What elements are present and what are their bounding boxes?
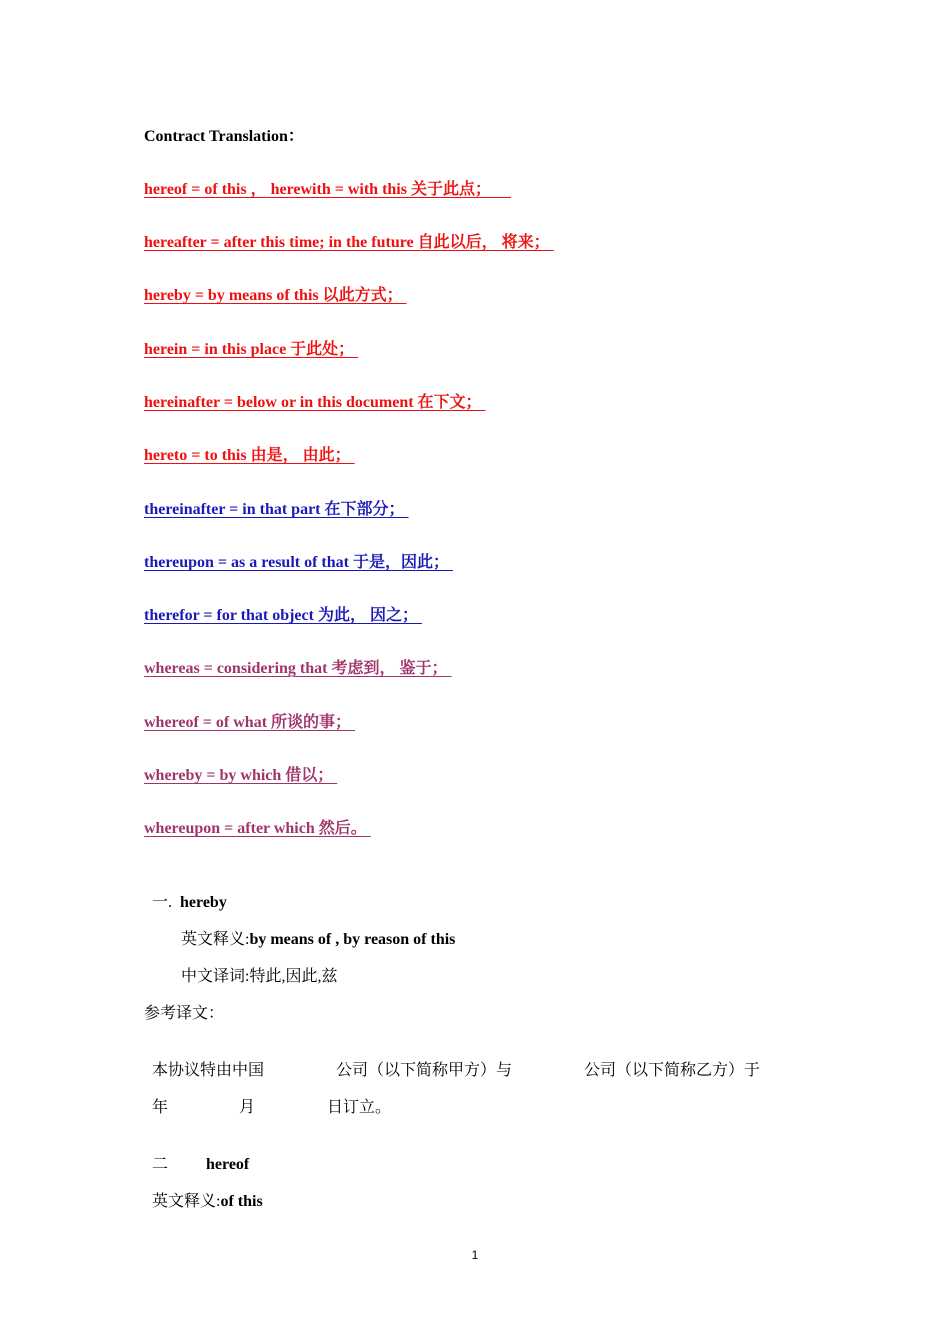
section-one-english-definition [173, 910, 455, 950]
term-hereafter: hereafter = after this time; in the future 自此以后， 将来； [144, 234, 554, 251]
term-herein: herein = in this place 于此处； [144, 341, 359, 358]
term-hereby: hereby = by means of this 以此方式； [144, 287, 407, 304]
section-two-english-def-label: 英文释义: [152, 1193, 221, 1210]
chinese-def-label: 中文译词: [181, 968, 250, 985]
page-number: 1 [471, 1248, 479, 1262]
reference-line-1 [144, 1041, 760, 1081]
reference-line-2-year: 年 [152, 1099, 169, 1116]
term-hereof-herewith: hereof = of this ， herewith = with this 关于此点； [144, 181, 511, 198]
reference-line-1-part-a: 本协议特由中国 [152, 1062, 265, 1079]
reference-line-2-day: 日订立。 [327, 1099, 392, 1116]
section-two-english-def-text: of this [220, 1193, 263, 1210]
term-whereas: whereas = considering that 考虑到， 鉴于； [144, 660, 452, 677]
section-two-word: hereof [206, 1156, 250, 1173]
reference-line-1-part-c: 公司（以下简称乙方）于 [584, 1062, 761, 1079]
english-def-label: 英文释义: [181, 931, 250, 948]
reference-translation-label: 参考译文： [144, 1005, 225, 1022]
english-def-text: by means of , by reason of this [249, 931, 456, 948]
section-one-number: 一. [152, 894, 173, 911]
reference-line-2-month: 月 [239, 1099, 256, 1116]
term-hereinafter: hereinafter = below or in this document 在下文； [144, 394, 486, 411]
section-two-heading [144, 1135, 249, 1175]
section-one-heading [144, 873, 227, 913]
section-one-word: hereby [180, 894, 227, 911]
chinese-def-text: 特此,因此,兹 [249, 968, 338, 985]
section-two-number: 二 [152, 1156, 169, 1173]
term-thereupon: thereupon = as a result of that 于是，因此； [144, 554, 453, 571]
term-hereto: hereto = to this 由是， 由此； [144, 447, 355, 464]
term-thereinafter: thereinafter = in that part 在下部分； [144, 501, 409, 518]
term-whereof: whereof = of what 所谈的事； [144, 714, 356, 731]
term-whereby: whereby = by which 借以； [144, 767, 338, 784]
term-whereupon: whereupon = after which 然后。 [144, 820, 371, 837]
section-two-english-definition [144, 1172, 263, 1212]
document-heading: Contract Translation： [144, 128, 304, 145]
reference-line-2 [144, 1078, 391, 1118]
section-one-chinese-definition [173, 947, 337, 987]
reference-line-1-part-b: 公司（以下简称甲方）与 [336, 1062, 513, 1079]
term-therefor: therefor = for that object 为此， 因之； [144, 607, 422, 624]
